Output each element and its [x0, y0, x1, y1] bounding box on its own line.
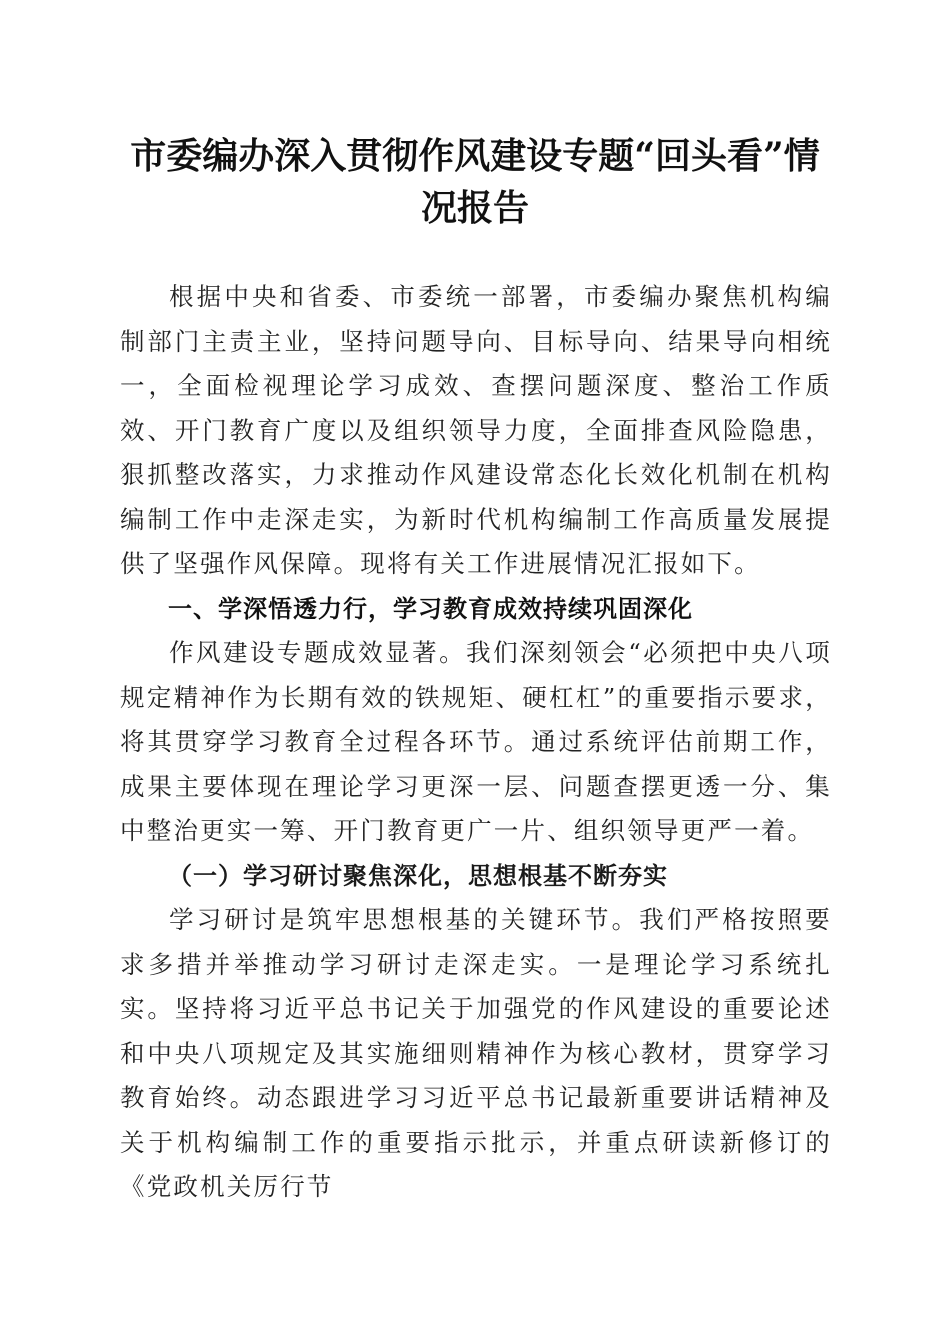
document-body: [120, 275, 832, 1210]
intro-paragraph: 根据中央和省委、市委统一部署，市委编办聚焦机构编制部门主责主业，坚持问题导向、目标导向、结果导向相统一，全面检视理论学习成效、查摆问题深度、整治工作质效、开门教育广度以及组织领导力度，全面排查风险隐患，狠抓整改落实，力求推动作风建设常态化长效化机制在机构编制工作中走深走实，为新时代机构编制工作高质量发展提供了坚强作风保障。现将有关工作进展情况汇报如下。: [120, 282, 832, 578]
document-title: 市委编办深入贯彻作风建设专题“回头看”情况报告: [130, 135, 820, 229]
section-1-paragraph: 作风建设专题成效显著。我们深刻领会“必须把中央八项规定精神作为长期有效的铁规矩、硬杠杠”的重要指示要求，将其贯穿学习教育全过程各环节。通过系统评估前期工作，成果主要体现在理论学习更深一层、问题查摆更透一分、集中整治更实一筹、开门教育更广一片、组织领导更严一着。: [120, 638, 832, 845]
subsection-heading-1: （一）学习研讨聚焦深化，思想根基不断夯实: [168, 860, 668, 890]
subsection-1-paragraph: 学习研讨是筑牢思想根基的关键环节。我们严格按照要求多措并举推动学习研讨走深走实。一是理论学习系统扎实。坚持将习近平总书记关于加强党的作风建设的重要论述和中央八项规定及其实施细则精神作为核心教材，贯穿学习教育始终。动态跟进学习习近平总书记最新重要讲话精神及关于机构编制工作的重要指示批示，并重点研读新修订的《党政机关厉行节: [120, 905, 832, 1201]
section-heading-1: 一、学深悟透力行，学习教育成效持续巩固深化: [168, 594, 693, 623]
